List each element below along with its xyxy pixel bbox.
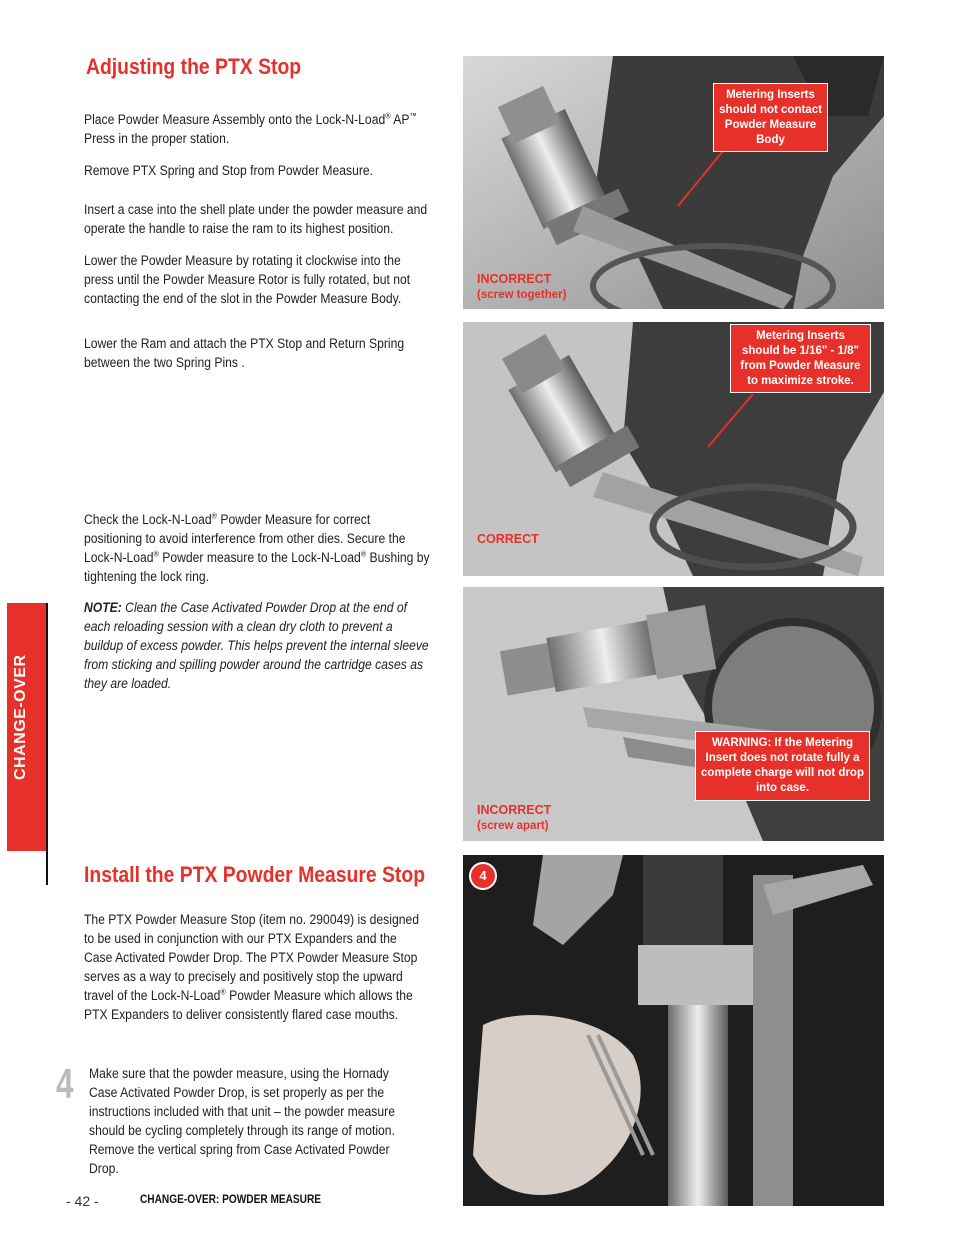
text-fragment: The PTX Powder Measure Stop (item no. 290049) is designed to be used in conjunction with our PTX Expanders and the Case Activated Powder Drop. The PTX Powder Measure Stop serves as a way to precisely and positively stop the upward travel of the Lock-N-Load — [84, 912, 419, 1003]
section-title-adjusting-ptx-stop: Adjusting the PTX Stop — [86, 54, 302, 79]
caption-screw-apart: (screw apart) — [477, 820, 549, 832]
registered-mark: ® — [153, 549, 159, 559]
caption-incorrect: INCORRECT — [477, 272, 552, 286]
page-number: - 42 - — [66, 1193, 99, 1209]
registered-mark: ® — [385, 111, 391, 121]
text-fragment: Powder measure to the Lock-N-Load — [158, 550, 361, 565]
paragraph-place-assembly — [84, 110, 435, 148]
section-title-install-ptx-stop: Install the PTX Powder Measure Stop — [84, 862, 426, 887]
note-text: Clean the Case Activated Powder Drop at the end of each reloading session with a clean dry cloth to prevent a buildup of excess powder. This helps prevent the internal sleeve from sticking and spilling powder around the cartridge cases as they are loaded. — [84, 600, 429, 691]
press-hand-photo-illustration — [463, 855, 884, 1206]
text-fragment: Powder Measure for correct positioning to avoid interference from other dies. Secure the Lock-N-Load — [84, 512, 406, 565]
registered-mark: ® — [220, 987, 226, 997]
step-number: 4 — [56, 1060, 74, 1107]
text-fragment: Place Powder Measure Assembly onto the Lock-N-Load — [84, 112, 386, 127]
step-badge: 4 — [469, 862, 497, 890]
paragraph-lower-ram: Lower the Ram and attach the PTX Stop and Return Spring between the two Spring Pins . — [84, 336, 405, 370]
text-fragment: Check the Lock-N-Load — [84, 512, 212, 527]
trademark-mark: ™ — [409, 111, 417, 121]
caption-screw-together: (screw together) — [477, 289, 567, 301]
callout-inserts-not-contact: Metering Inserts should not contact Powder Measure Body — [713, 83, 828, 152]
registered-mark: ® — [211, 511, 217, 521]
note-label: NOTE: — [84, 600, 122, 615]
text-fragment: Bushing by tightening the lock ring. — [84, 550, 430, 584]
paragraph-check-lock-n-load — [84, 510, 431, 586]
caption-incorrect: INCORRECT — [477, 803, 552, 817]
sidebar-divider — [46, 603, 48, 885]
callout-inserts-distance: Metering Inserts should be 1/16" - 1/8" from Powder Measure to maximize stroke. — [730, 324, 871, 393]
paragraph-insert-case: Insert a case into the shell plate under the powder measure and operate the handle to raise the ram to its highest position. — [84, 202, 428, 236]
note-clean-powder-drop — [84, 598, 431, 693]
step-4-text: Make sure that the powder measure, using the Hornady Case Activated Powder Drop, is set properly as per the instructions included with that unit – the powder measure should be cycling completely through its range of motion. Remove the vertical spring from Case Activated Powder Drop. — [89, 1066, 395, 1176]
text-fragment: AP — [390, 112, 410, 127]
footer-section-title: CHANGE-OVER: POWDER MEASURE — [140, 1194, 322, 1206]
registered-mark: ® — [360, 549, 367, 559]
sidebar-label: CHANGE-OVER — [12, 654, 29, 780]
photo-step-4-hand-spring — [463, 855, 884, 1206]
callout-warning-rotate: WARNING: If the Metering Insert does not rotate fully a complete charge will not drop into case. — [695, 731, 870, 801]
paragraph-remove-spring: Remove PTX Spring and Stop from Powder Measure. — [84, 163, 374, 178]
paragraph-lower-powder-measure: Lower the Powder Measure by rotating it clockwise into the press until the Powder Measure Rotor is fully rotated, but not contacting the end of the slot in the Powder Measure Body. — [84, 253, 411, 306]
text-fragment: Powder Measure which allows the PTX Expanders to deliver consistently flared case mouths. — [84, 988, 413, 1022]
text-fragment: Press in the proper station. — [84, 131, 230, 146]
caption-correct: CORRECT — [477, 532, 539, 546]
paragraph-ptx-stop-description — [84, 910, 422, 1024]
